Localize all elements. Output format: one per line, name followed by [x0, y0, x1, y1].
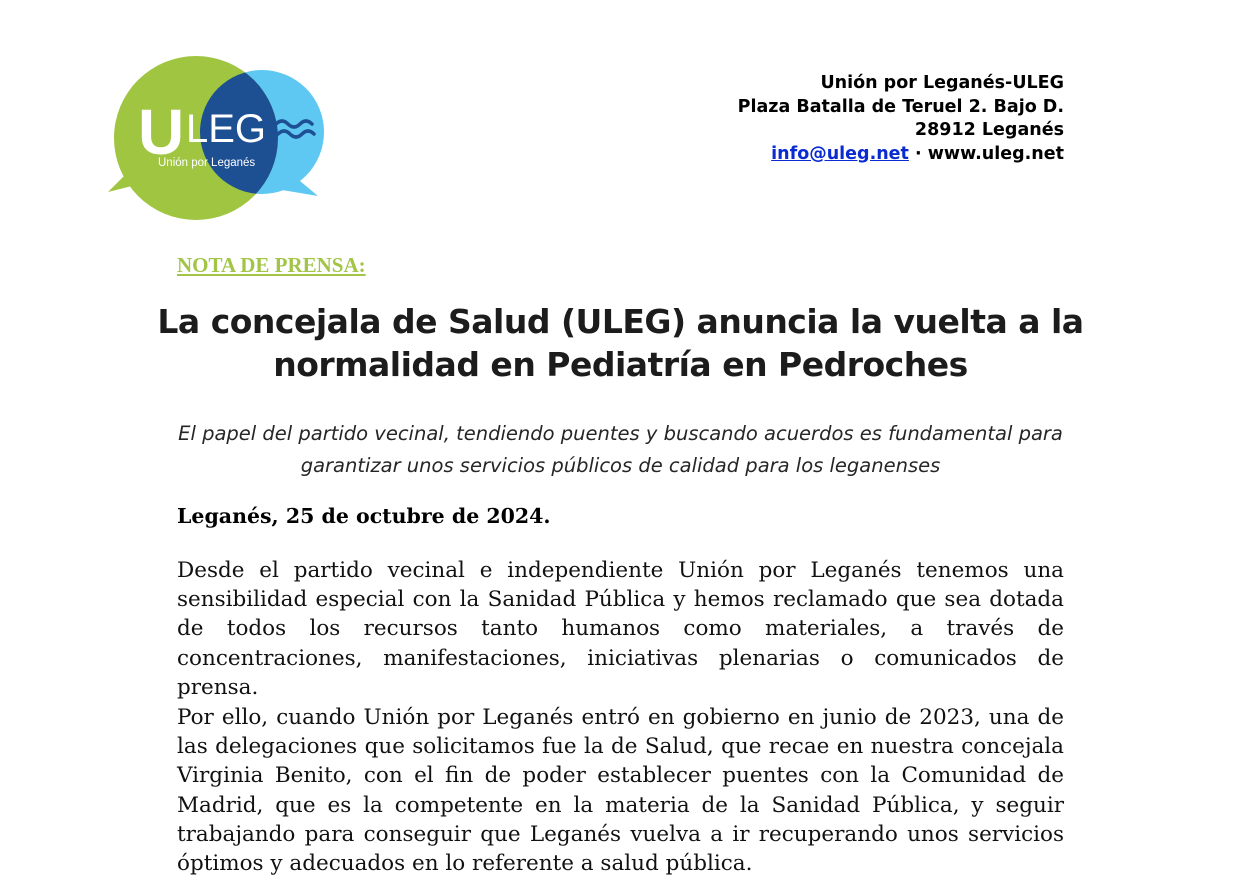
subtitle: El papel del partido vecinal, tendiendo puentes y buscando acuerdos es fundamental para garantizar unos servicios públicos de calidad para los leganenses	[178, 422, 1063, 477]
uleg-logo	[106, 54, 324, 222]
dateline: Leganés, 25 de octubre de 2024.	[177, 504, 551, 528]
letterhead	[738, 72, 1064, 166]
website-text: www.uleg.net	[927, 143, 1064, 164]
body-paragraph: Desde el partido vecinal e independiente Unión por Leganés tenemos una sensibilidad especial con la Sanidad Pública y hemos reclamado que sea dotada de todos los recursos tanto humanos como materiales, a través de concentraciones, manifestaciones, iniciativas plenarias o comunicados de prensa.	[177, 558, 1064, 700]
org-contact-line	[738, 143, 1064, 167]
email-link[interactable]: info@uleg.net	[771, 143, 909, 164]
org-address: Plaza Batalla de Teruel 2. Bajo D.	[737, 96, 1064, 117]
press-release-label: NOTA DE PRENSA:	[177, 253, 366, 277]
contact-separator: ·	[908, 143, 928, 164]
logo-big-letter: U	[138, 96, 185, 168]
headline: La concejala de Salud (ULEG) anuncia la vuelta a la normalidad en Pediatría en Pedroches	[157, 302, 1084, 384]
body-paragraph: Por ello, cuando Unión por Leganés entró en gobierno en junio de 2023, una de las delegaciones que solicitamos fue la de Salud, que recae en nuestra concejala Virginia Benito, con el fin de poder establecer puentes con la Comunidad de Madrid, que es la competente en la materia de la Sanidad Pública, y seguir trabajando para conseguir que Leganés vuelva a ir recuperando unos servicios óptimos y adecuados en lo referente a salud pública.	[177, 705, 1064, 877]
logo-wordmark: LEG	[186, 107, 267, 151]
org-name: Unión por Leganés-ULEG	[820, 73, 1064, 93]
logo-tagline: Unión por Leganés	[158, 157, 256, 169]
org-postal-city: 28912 Leganés	[914, 120, 1064, 140]
